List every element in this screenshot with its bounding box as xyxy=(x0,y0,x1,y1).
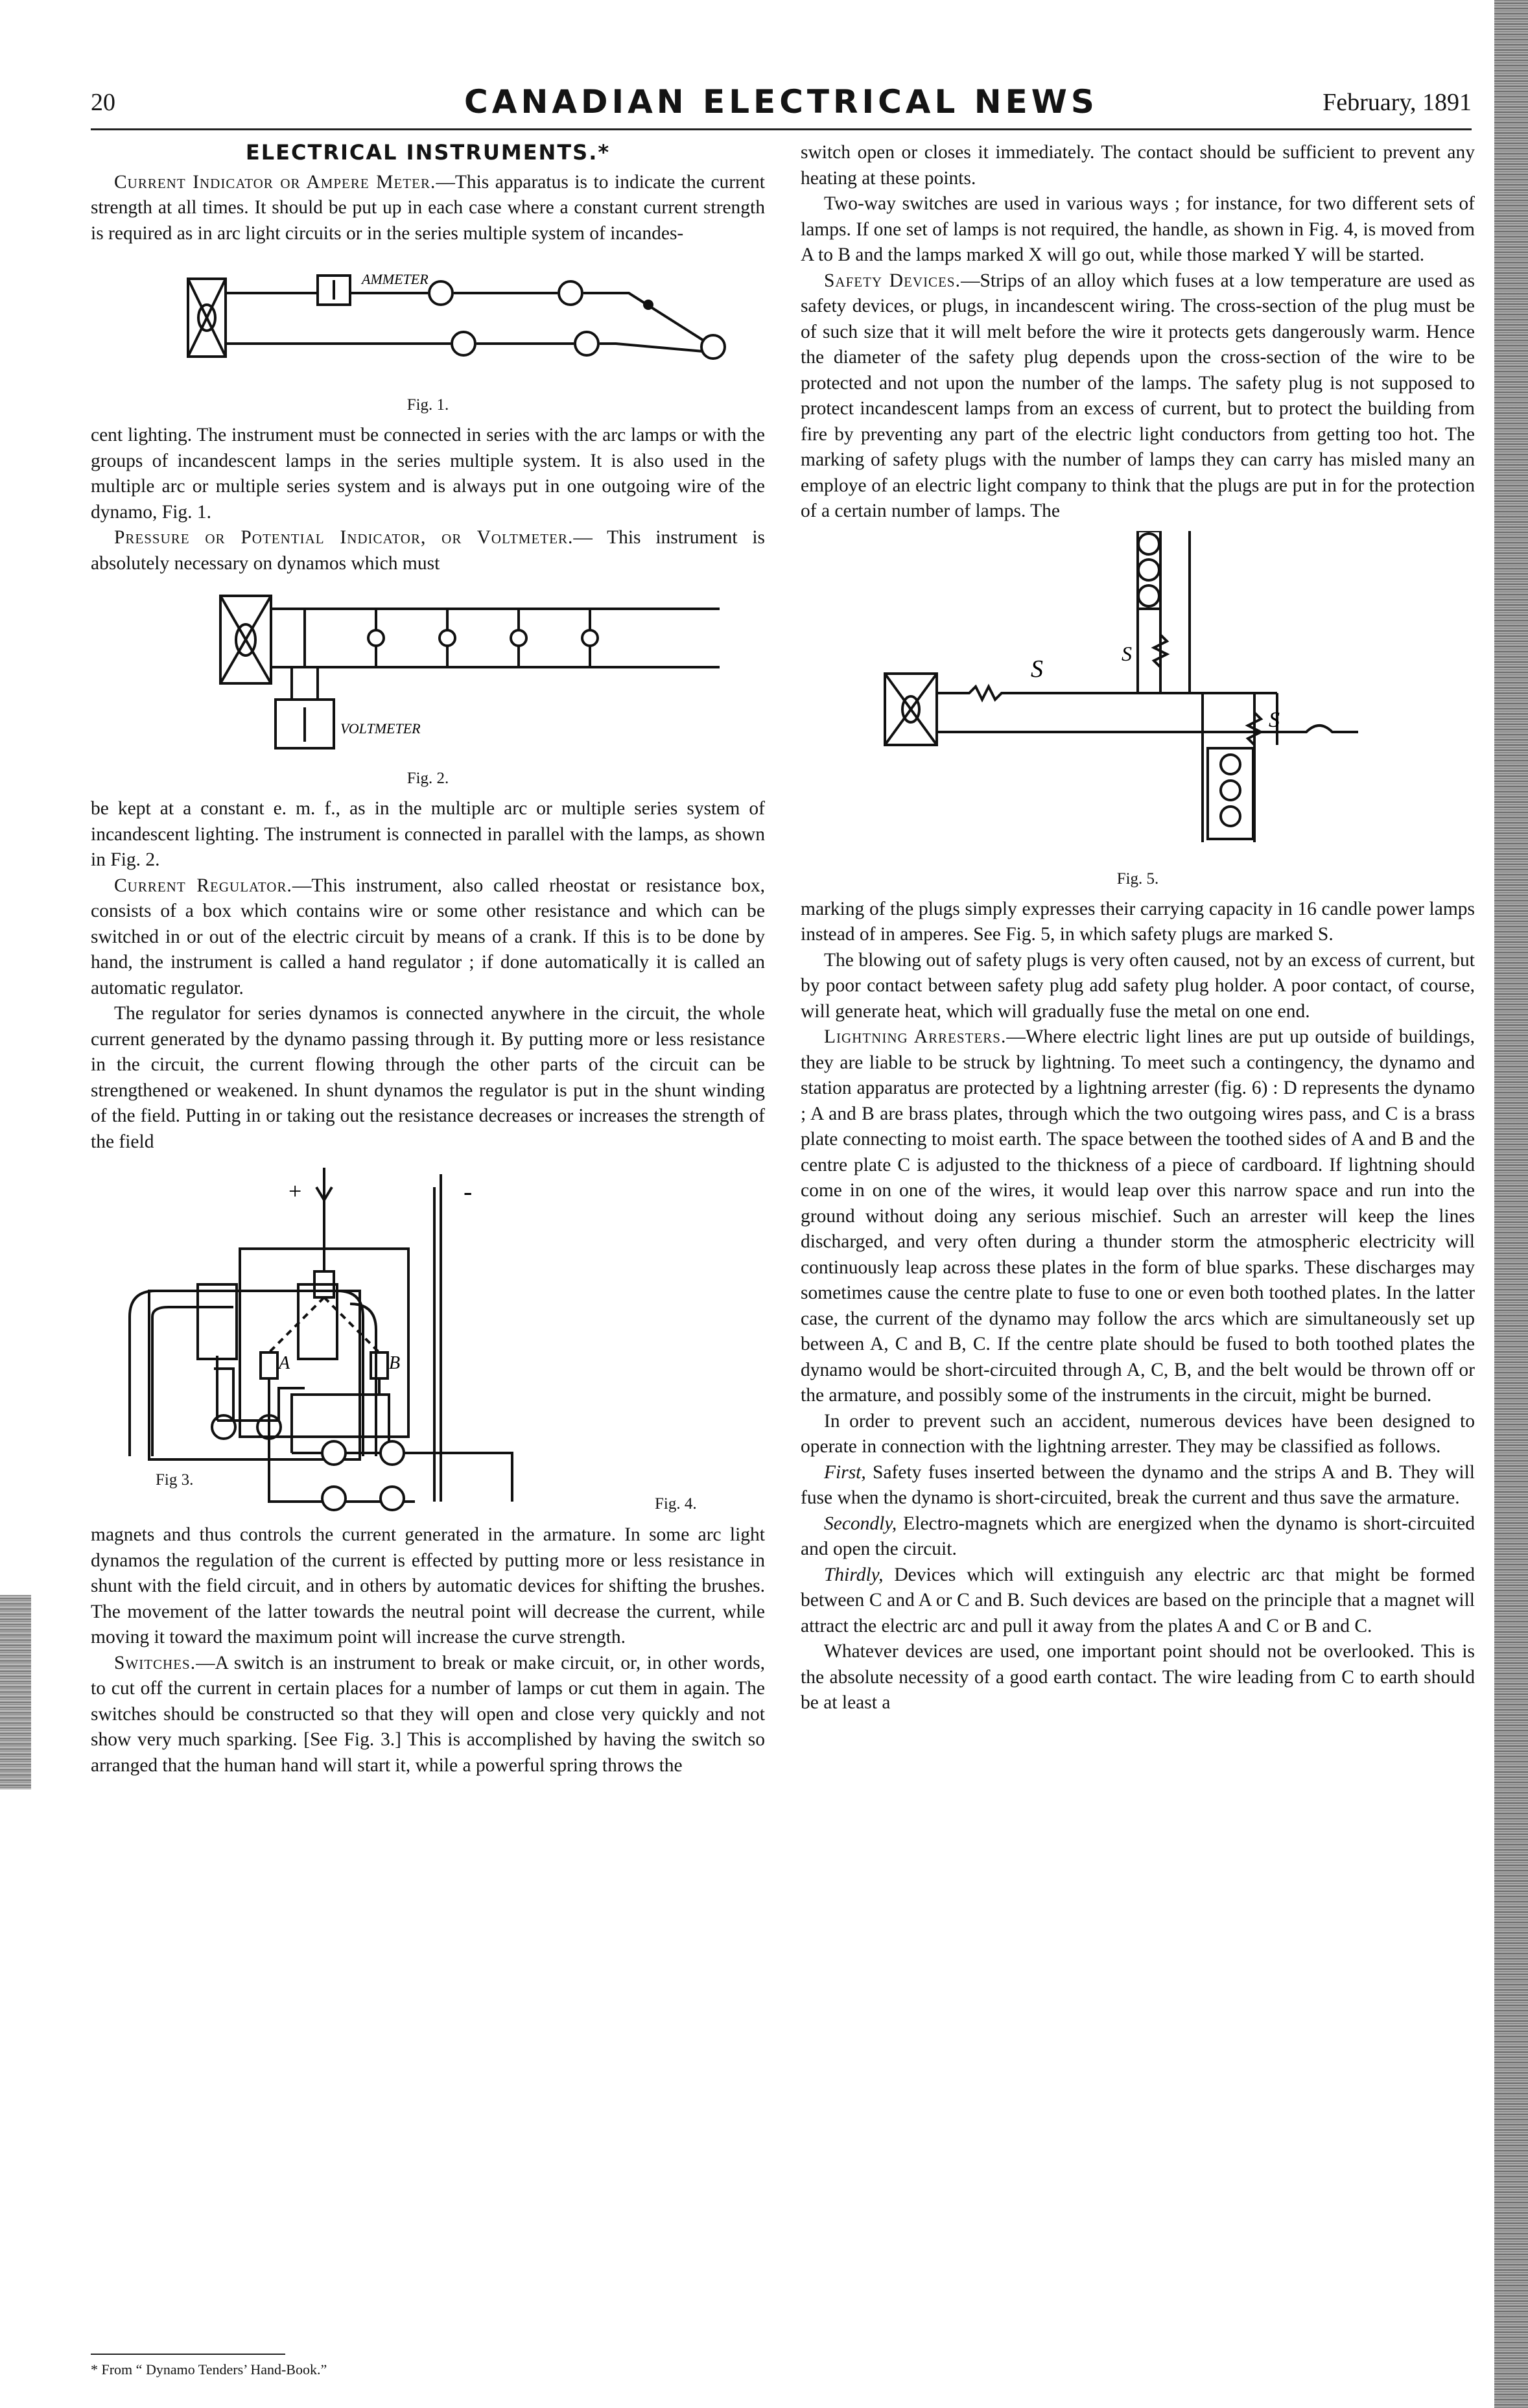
paragraph xyxy=(91,525,765,576)
switch-diagrams xyxy=(91,1161,765,1515)
footnote: * From “ Dynamo Tenders’ Hand-Book.” xyxy=(91,2361,327,2378)
paragraph xyxy=(801,268,1475,525)
page-number: 20 xyxy=(91,89,115,116)
section-head: Pressure or Potential Indicator, or Voltmeter. xyxy=(114,527,574,548)
paragraph-text: —This apparatus is to indicate the current strength at all times. It should be put up in each case where a constant current strength is required as in arc light circuits or in the series multiple system of incandes- xyxy=(91,171,765,244)
paragraph-text: —This instrument, also called rheostat or resistance box, consists of a box which contains wire or some other resistance and which can be switched in or out of the electric circuit by means of a crank. If this is to be done by hand, the instrument is called a hand regulator ; if done automatically it is called an automatic regulator. xyxy=(91,875,765,998)
paragraph: cent lighting. The instrument must be connected in series with the arc lamps or with the groups of incandescent lamps in the series multiple system. It is also used in the multiple arc or multiple series system and is always put in one outgoing wire of the dynamo, Fig. 1. xyxy=(91,425,765,523)
figure-1 xyxy=(91,253,765,415)
ammeter-circuit-diagram xyxy=(91,253,765,394)
section-head: Switches. xyxy=(114,1652,196,1673)
paragraph xyxy=(91,170,765,247)
paragraph xyxy=(801,1024,1475,1409)
figure-2 xyxy=(91,583,765,788)
left-column xyxy=(91,140,765,1778)
voltmeter-circuit-diagram xyxy=(91,583,765,768)
svg-text:S: S xyxy=(1122,641,1132,665)
enum-head: First, xyxy=(824,1461,866,1483)
section-head: Current Indicator or Ampere Meter. xyxy=(114,171,436,193)
paragraph-text: — This instrument is absolutely necessary on dynamos which must xyxy=(91,527,765,574)
svg-text:S: S xyxy=(1031,655,1043,683)
figure-caption: Fig 3. xyxy=(156,1471,194,1489)
issue-date: February, 1891 xyxy=(1322,89,1472,116)
section-head: Current Regulator. xyxy=(114,875,292,896)
figure-caption: Fig. 4. xyxy=(655,1495,697,1513)
right-column xyxy=(801,140,1475,1716)
svg-text:S: S xyxy=(1269,707,1280,732)
svg-text:-: - xyxy=(464,1177,473,1206)
paragraph xyxy=(91,1651,765,1779)
ammeter-label: AMMETER xyxy=(362,271,429,287)
enum-head: Thirdly, xyxy=(824,1564,884,1585)
scan-edge-right xyxy=(1494,0,1528,2408)
paragraph-text: Safety fuses inserted between the dynamo and the strips A and B. They will fuse when the dynamo is short-circuited, break the current and thus save the armature. xyxy=(801,1461,1475,1508)
paragraph xyxy=(801,1511,1475,1563)
scan-edge-left xyxy=(0,1595,31,1789)
paragraph: magnets and thus controls the current generated in the armature. In some arc light dynamos the regulation of the current is effected by putting more or less resistance in shunt with the field circuit, and in others by automatic devices for shifting the brushes. The movement of the latter towards the neutral point will decrease the current, while moving it toward the maximum point will increase the curve strength. xyxy=(91,1524,765,1647)
paragraph-text: —Where electric light lines are put up outside of buildings, they are liable to be struck by lightning. To meet such a contingency, the dynamo and station apparatus are protected by a lightning arrester (fig. 6) : D represents the dynamo ; A and B are brass plates, through which the two outgoing wires pass, and C is a brass plate connecting to moist earth. The space between the toothed sides of A and B and the centre plate C is adjusted to the thickness of a piece of cardboard. If lightning should come in on one of the wires, it would leap over this narrow space and run into the ground without doing any serious mischief. Such an arrester will keep the lines discharged, and very often during a thunder storm the atmospheric electricity will continuously leap across these plates in the form of blue sparks. These discharges may sometimes cause the centre plate to fuse to one or even both toothed plates. In the latter case, the current of the dynamo may follow the arcs which are simultaneously set up between A, C and B, C. If the centre plate should be fused to both toothed plates the dynamo would be short-circuited through A, C, B, and the belt would be thrown off or the armature, and possibly some of the instruments in the circuit, might be burned. xyxy=(801,1026,1475,1406)
footnote-rule xyxy=(91,2354,285,2355)
paragraph: switch open or closes it immediately. The contact should be sufficient to prevent any heating at these points. xyxy=(801,142,1475,189)
figure-caption: Fig. 5. xyxy=(1116,869,1159,888)
paragraph: marking of the plugs simply expresses their carrying capacity in 16 candle power lamps instead of in amperes. See Fig. 5, in which safety plugs are marked S. xyxy=(801,898,1475,945)
svg-text:+: + xyxy=(288,1178,302,1204)
figure-5 xyxy=(801,531,1475,889)
paragraph: Two-way switches are used in various ways ; for instance, for two different sets of lamps. If one set of lamps is not required, the handle, as shown in Fig. 4, is moved from A to B and the lamps marked X will go out, while those marked Y will be started. xyxy=(801,193,1475,265)
figures-3-4 xyxy=(91,1161,765,1515)
safety-plug-diagram xyxy=(801,531,1475,868)
paragraph-text: —Strips of an alloy which fuses at a low temperature are used as safety devices, or plugs, in incandescent wiring. The cross-section of the plug must be of such size that it will melt before the wire it protects gets dangerously warm. Hence the diameter of the safety plug depends upon the cross-section of the wire to be protected and not upon the number of the lamps. The safety plug is not supposed to protect incandescent lamps from an excess of current, but to protect the building from fire by preventing any part of the electric light conductors from getting too hot. The marking of safety plugs with the number of lamps they can carry has misled many an employe of an electric light company to think that the plugs are put in for the protection of a certain number of lamps. The xyxy=(801,270,1475,521)
paragraph: The regulator for series dynamos is connected anywhere in the circuit, the whole current generated by the dynamo passing through it. By putting more or less resistance in the circuit, the current flowing through the other parts of the circuit can be strengthened or weakened. In shunt dynamos the regulator is put in the shunt winding of the field. Putting in or taking out the resistance decreases or increases the strength of the field xyxy=(91,1003,765,1152)
paragraph-text: Devices which will extinguish any electric arc that might be formed between C and A or C and B. Such devices are based on the principle that a magnet will attract the electric arc and pull it away from the plates A and C or B and C. xyxy=(801,1564,1475,1636)
enum-head: Secondly, xyxy=(824,1513,897,1534)
page-header xyxy=(91,83,1472,128)
paragraph: be kept at a constant e. m. f., as in the multiple arc or multiple series system of incandescent lighting. The instrument is connected in parallel with the lamps, as shown in Fig. 2. xyxy=(91,798,765,870)
masthead: CANADIAN ELECTRICAL NEWS xyxy=(464,83,1098,121)
paragraph xyxy=(91,873,765,1002)
paragraph xyxy=(801,1460,1475,1511)
paragraph xyxy=(801,1563,1475,1640)
paragraph: In order to prevent such an accident, numerous devices have been designed to operate in connection with the lightning arrester. They may be classified as follows. xyxy=(801,1410,1475,1457)
section-head: Safety Devices. xyxy=(824,270,961,291)
paragraph-text: Electro-magnets which are energized when the dynamo is short-circuited and open the circuit. xyxy=(801,1513,1475,1559)
fig3-switch-drawing xyxy=(130,1284,376,1459)
svg-text:B: B xyxy=(389,1353,401,1373)
figure-caption: Fig. 1. xyxy=(406,396,449,414)
figure-caption: Fig. 2. xyxy=(406,770,449,787)
svg-text:A: A xyxy=(279,1353,290,1373)
article-title: ELECTRICAL INSTRUMENTS.* xyxy=(245,140,611,165)
paragraph: The blowing out of safety plugs is very often caused, not by an excess of current, but by poor contact between safety plug add safety plug holder. A poor contact, of course, will generate heat, which will gradually fuse the metal on one end. xyxy=(801,949,1475,1022)
paragraph-text: —A switch is an instrument to break or make circuit, or, in other words, to cut off the current in certain places for a number of lamps or cut them in again. The switches should be constructed so that they will open and close very quickly and not show very much sparking. [See Fig. 3.] This is accomplished by having the switch so arranged that the human hand will start it, while a powerful spring throws the xyxy=(91,1652,765,1776)
voltmeter-label: VOLTMETER xyxy=(340,720,421,737)
section-head: Lightning Arresters. xyxy=(824,1026,1007,1047)
paragraph: Whatever devices are used, one important point should not be overlooked. This is the absolute necessity of a good earth contact. The wire leading from C to earth should be at least a xyxy=(801,1641,1475,1713)
header-rule xyxy=(91,128,1472,130)
